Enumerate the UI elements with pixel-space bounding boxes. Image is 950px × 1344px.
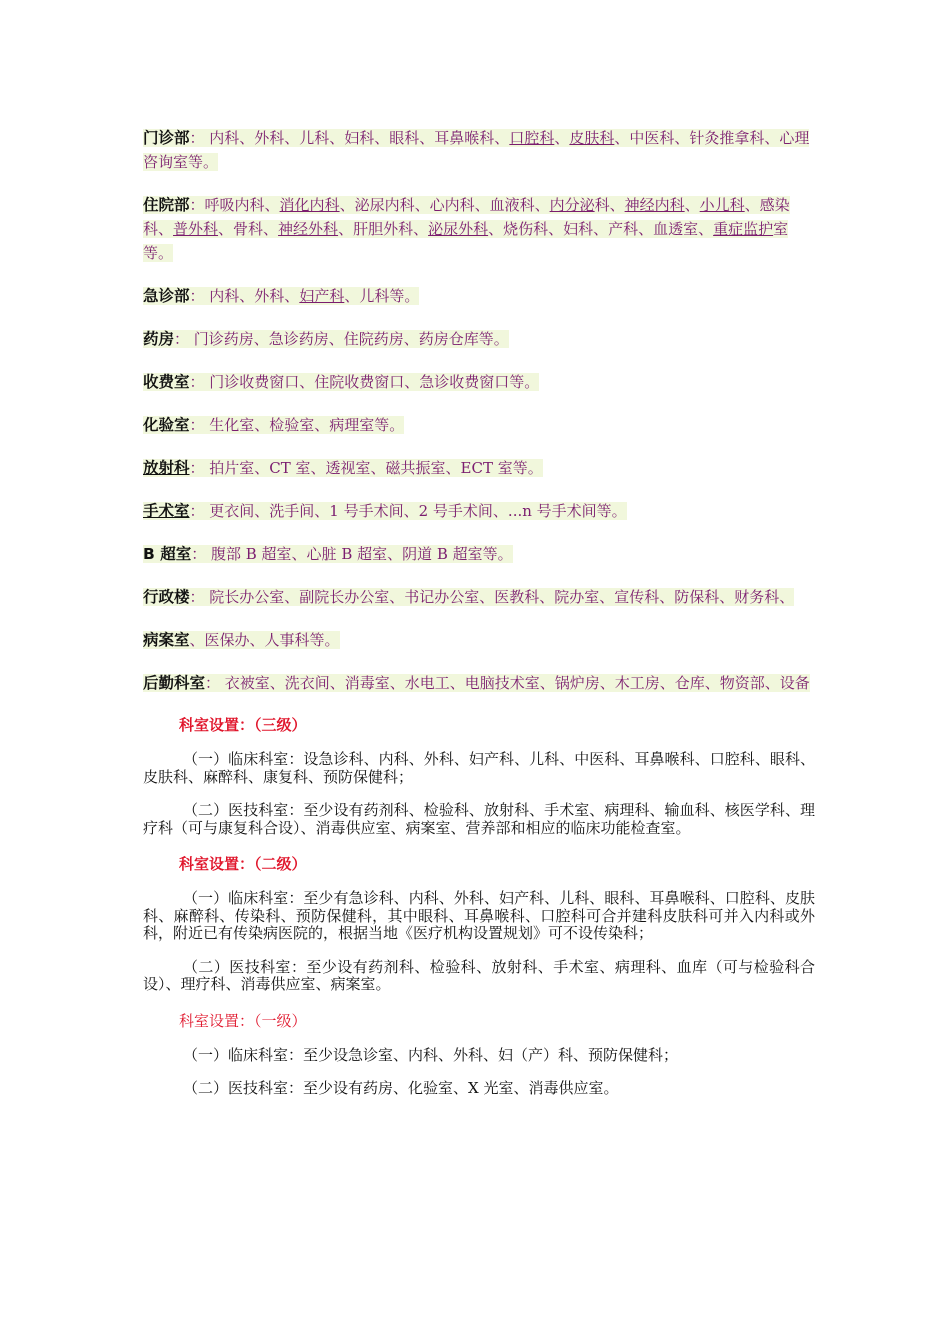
linked-department: 普外科: [173, 220, 219, 238]
department-entry: [143, 628, 815, 652]
department-text: 呼吸内科、: [204, 196, 280, 214]
department-list: [143, 126, 815, 695]
linked-department: 小儿科: [699, 196, 745, 214]
department-text: 内科、外科、儿科、妇科、眼科、耳鼻喉科、: [204, 129, 510, 147]
department-separator: ：: [189, 588, 205, 606]
department-highlight: [143, 373, 539, 391]
department-text: 、肝胆外科、: [338, 220, 429, 238]
linked-department: 神经外科: [278, 220, 339, 238]
department-text: 院长办公室、副院长办公室、书记办公室、医教科、院办室、宣传科、防保科、财务科、: [204, 588, 795, 606]
department-text: 腹部 B 超室、心脏 B 超室、阴道 B 超室等。: [206, 545, 513, 563]
department-highlight: [143, 330, 509, 348]
department-highlight: [143, 196, 790, 262]
department-highlight: [143, 416, 404, 434]
department-text: 、儿科等。: [344, 287, 420, 305]
department-name: 化验室: [143, 416, 190, 434]
department-separator: ：: [189, 459, 205, 477]
department-highlight: [143, 631, 340, 649]
department-name: 放射科: [143, 459, 190, 477]
department-text: 、中医科、针灸推拿科、心理咨询室等。: [143, 129, 810, 171]
level-requirement: （一）临床科室：至少有急诊科、内科、外科、妇产科、儿科、眼科、耳鼻喉科、口腔科、皮肤科、麻醉科、传染科、预防保健科，其中眼科、耳鼻喉科、口腔科可合并建科皮肤科可并入内科或外科，附近已有传染病医院的，根据当地《医疗机构设置规划》可不设传染科；: [143, 889, 815, 942]
department-separator: ：: [191, 545, 207, 563]
department-separator: ：: [189, 196, 205, 214]
department-name: B 超室: [143, 545, 192, 563]
department-text: 、泌尿内科、心内科、血液科、: [339, 196, 550, 214]
department-separator: ：: [189, 287, 205, 305]
department-highlight: [143, 545, 513, 563]
department-highlight: [143, 287, 419, 305]
department-text: 科、: [594, 196, 625, 214]
department-text: 室等。: [143, 220, 789, 262]
department-name: 后勤科室: [143, 674, 206, 692]
department-name: 药房: [143, 330, 175, 348]
department-separator: ：: [189, 373, 205, 391]
department-text: 拍片室、CT 室、透视室、磁共振室、ECT 室等。: [204, 459, 543, 477]
level-requirement: （一）临床科室：设急诊科、内科、外科、妇产科、儿科、中医科、耳鼻喉科、口腔科、眼科、皮肤科、麻醉科、康复科、预防保健科；: [143, 750, 815, 786]
department-highlight: [143, 588, 794, 606]
linked-department: 重症监护: [713, 220, 774, 238]
department-text: 、医保办、人事科等。: [189, 631, 340, 649]
department-name: 收费室: [143, 373, 190, 391]
level-heading: 科室设置：（三级）: [179, 716, 307, 734]
department-standards: [143, 714, 815, 1098]
department-text: 、: [554, 129, 570, 147]
department-entry: [143, 671, 815, 695]
department-highlight: [143, 459, 543, 477]
department-entry: [143, 327, 815, 351]
department-text: 、感染科、: [143, 196, 790, 238]
level-requirement: （一）临床科室：至少设急诊室、内科、外科、妇（产）科、预防保健科；: [183, 1045, 679, 1064]
department-text: 门诊收费窗口、住院收费窗口、急诊收费窗口等。: [204, 373, 540, 391]
level-heading: 科室设置：（一级）: [179, 1011, 307, 1030]
department-entry: [143, 456, 815, 480]
department-text: 生化室、检验室、病理室等。: [204, 416, 405, 434]
department-name: 病案室: [143, 631, 190, 649]
level-requirement: （二）医技科室：至少设有药剂科、检验科、放射科、手术室、病理科、输血科、核医学科、理疗科（可与康复科合设）、消毒供应室、病案室、营养部和相应的临床功能检查室。: [143, 801, 815, 837]
department-entry: [143, 542, 815, 566]
linked-department: 泌尿外科: [428, 220, 489, 238]
department-highlight: [143, 502, 627, 520]
department-name: 手术室: [143, 502, 190, 520]
level-requirement: （二）医技科室：至少设有药房、化验室、X 光室、消毒供应室。: [183, 1079, 619, 1097]
department-text: 衣被室、洗衣间、消毒室、水电工、电脑技术室、锅炉房、木工房、仓库、物资部、设备: [220, 674, 810, 692]
department-text: 门诊药房、急诊药房、住院药房、药房仓库等。: [189, 330, 509, 348]
department-separator: ：: [205, 674, 221, 692]
department-highlight: [143, 129, 809, 171]
department-name: 住院部: [143, 196, 190, 214]
department-separator: ：: [189, 502, 205, 520]
department-entry: [143, 126, 815, 174]
department-text: 内科、外科、: [204, 287, 300, 305]
department-name: 行政楼: [143, 588, 190, 606]
department-entry: [143, 499, 815, 523]
department-name: 门诊部: [143, 129, 190, 147]
department-separator: ：: [189, 129, 205, 147]
department-entry: [143, 585, 815, 609]
department-entry: [143, 413, 815, 437]
department-entry: [143, 193, 815, 265]
linked-department: 妇产科: [299, 287, 345, 305]
department-text: 、: [684, 196, 700, 214]
department-separator: ：: [174, 330, 190, 348]
document-page: [143, 126, 815, 1114]
linked-department: 内分泌: [549, 196, 595, 214]
department-entry: [143, 370, 815, 394]
department-separator: ：: [189, 416, 205, 434]
linked-department: 神经内科: [624, 196, 685, 214]
level-heading: 科室设置：（二级）: [179, 855, 307, 873]
department-highlight: [143, 674, 810, 692]
department-text: 、骨科、: [218, 220, 279, 238]
linked-department: 皮肤科: [569, 129, 615, 147]
department-text: 、烧伤科、妇科、产科、血透室、: [488, 220, 714, 238]
department-text: 更衣间、洗手间、1 号手术间、2 号手术间、...n 号手术间等。: [204, 502, 627, 520]
linked-department: 口腔科: [509, 129, 555, 147]
linked-department: 消化内科: [279, 196, 340, 214]
department-entry: [143, 284, 815, 308]
level-requirement: （二）医技科室：至少设有药剂科、检验科、放射科、手术室、病理科、血库（可与检验科合设）、理疗科、消毒供应室、病案室。: [143, 957, 815, 993]
department-name: 急诊部: [143, 287, 190, 305]
